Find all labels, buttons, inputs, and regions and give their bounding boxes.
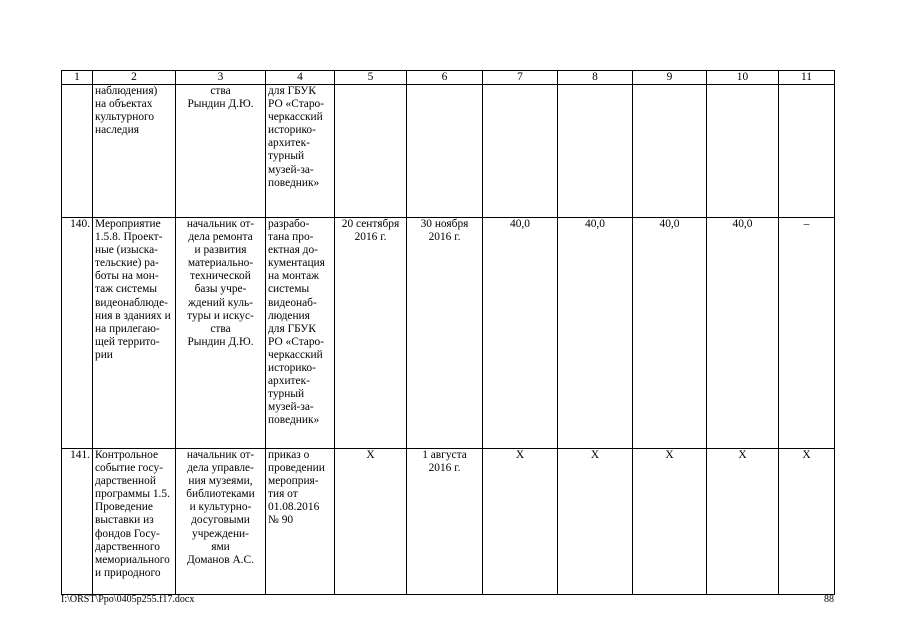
amount-col9 — [633, 85, 707, 218]
expected-result: приказ о проведении мероприя- тия от 01.08.2016 № 90 — [266, 449, 335, 595]
col-header-1: 1 — [62, 71, 93, 85]
amount-col8: Х — [558, 449, 633, 595]
table-header-row — [62, 71, 835, 85]
amount-col7: 40,0 — [483, 218, 558, 449]
amount-col8: 40,0 — [558, 218, 633, 449]
amount-col10: Х — [707, 449, 779, 595]
col-header-9: 9 — [633, 71, 707, 85]
col-header-5: 5 — [335, 71, 407, 85]
activity-name: Контрольное событие госу- дарственной программы 1.5. Проведение выставки из фондов Госу- дарственного мемориального и природного — [93, 449, 176, 595]
responsible-person: начальник от- дела ремонта и развития материально- технической базы учре- ждений куль- туры и искус- ства Рындин Д.Ю. — [176, 218, 266, 449]
col-header-7: 7 — [483, 71, 558, 85]
row-number: 141. — [62, 449, 93, 595]
row-number — [62, 85, 93, 218]
end-date — [407, 85, 483, 218]
responsible-person: начальник от- дела управле- ния музеями, библиотеками и культурно- досуговыми учреждени- ями Доманов А.С. — [176, 449, 266, 595]
amount-col9: 40,0 — [633, 218, 707, 449]
amount-col7 — [483, 85, 558, 218]
table-row — [62, 449, 835, 595]
end-date: 30 ноября 2016 г. — [407, 218, 483, 449]
start-date: Х — [335, 449, 407, 595]
amount-col10: 40,0 — [707, 218, 779, 449]
start-date — [335, 85, 407, 218]
amount-col9: Х — [633, 449, 707, 595]
col-header-3: 3 — [176, 71, 266, 85]
col-header-10: 10 — [707, 71, 779, 85]
col-header-11: 11 — [779, 71, 835, 85]
amount-col11: – — [779, 218, 835, 449]
expected-result: для ГБУК РО «Старо- черкасский историко- архитек- турный музей-за- поведник» — [266, 85, 335, 218]
activity-name: наблюдения) на объектах культурного наследия — [93, 85, 176, 218]
activity-name: Мероприятие 1.5.8. Проект- ные (изыска- тельские) ра- боты на мон- таж системы видеонаблюде- ния в зданиях и на прилегаю- щей террито- рии — [93, 218, 176, 449]
end-date: 1 августа 2016 г. — [407, 449, 483, 595]
table-row — [62, 218, 835, 449]
row-number: 140. — [62, 218, 93, 449]
col-header-6: 6 — [407, 71, 483, 85]
amount-col10 — [707, 85, 779, 218]
amount-col8 — [558, 85, 633, 218]
expected-result: разрабо- тана про- ектная до- кументация на монтаж системы видеонаб- людения для ГБУК РО «Старо- черкасский историко- архитек- турный музей-за- поведник» — [266, 218, 335, 449]
table-row — [62, 85, 835, 218]
program-table — [61, 70, 835, 595]
col-header-8: 8 — [558, 71, 633, 85]
amount-col7: Х — [483, 449, 558, 595]
page-number: 88 — [824, 594, 834, 605]
file-path: I:\ORST\Ppo\0405p255.f17.docx — [61, 594, 195, 605]
amount-col11: Х — [779, 449, 835, 595]
col-header-2: 2 — [93, 71, 176, 85]
responsible-person: ства Рындин Д.Ю. — [176, 85, 266, 218]
amount-col11 — [779, 85, 835, 218]
start-date: 20 сентября 2016 г. — [335, 218, 407, 449]
col-header-4: 4 — [266, 71, 335, 85]
